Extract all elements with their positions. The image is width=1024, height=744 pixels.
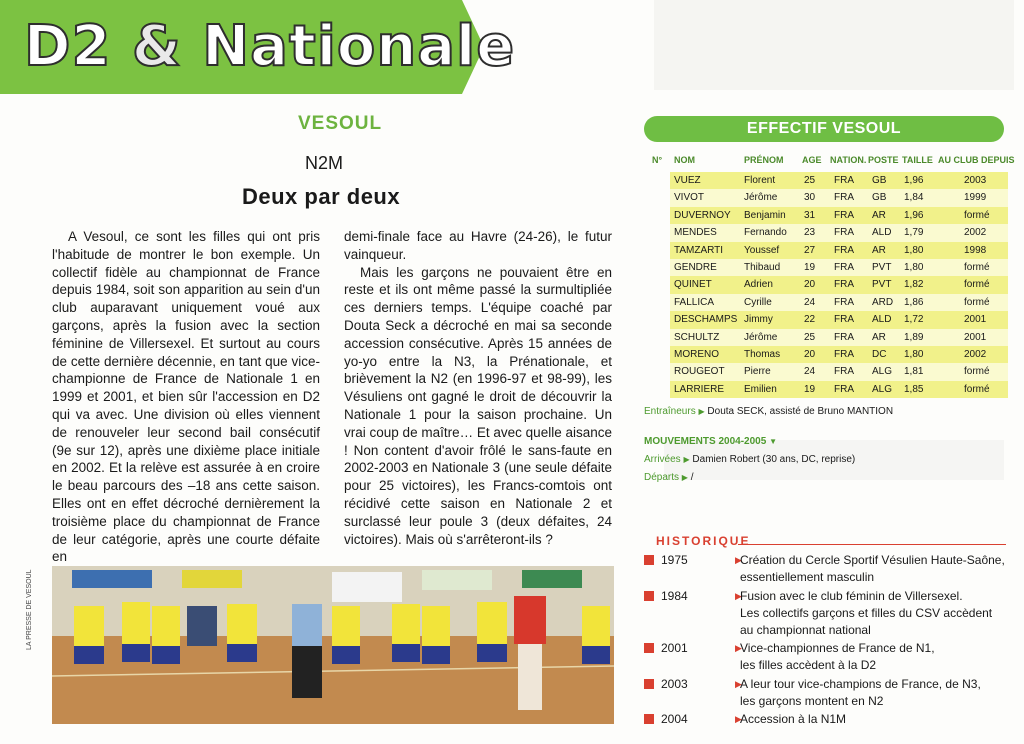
cell-taille: 1,80 xyxy=(904,349,924,360)
cell-nation: FRA xyxy=(834,227,854,239)
cell-nom: QUINET xyxy=(674,279,712,291)
col-header-age: AGE xyxy=(802,155,822,165)
historique-line: les filles accèdent à la D2 xyxy=(740,658,877,672)
square-bullet-icon xyxy=(644,643,654,653)
historique-line: les garçons montent en N2 xyxy=(740,694,884,708)
historique-text xyxy=(740,640,1010,674)
cell-club: formé xyxy=(964,209,990,221)
cell-nom: VIVOT xyxy=(674,192,705,204)
section-title xyxy=(24,8,515,86)
photo-credit: LA PRESSE DE VESOUL xyxy=(26,569,33,650)
table-row xyxy=(644,207,1008,224)
triangle-right-icon: ▶ xyxy=(735,643,742,653)
historique-line: Les collectifs garçons et filles du CSV accèdent xyxy=(740,606,993,620)
cell-nom: DUVERNOY xyxy=(674,209,731,221)
cell-age: 24 xyxy=(804,366,816,378)
historique-line: Création du Cercle Sportif Vésulien Haute-Saône, xyxy=(740,553,1005,567)
cell-nation: FRA xyxy=(834,244,854,256)
cell-poste: ARD xyxy=(872,296,894,308)
col-header-nom: NOM xyxy=(674,155,695,165)
cell-age: 27 xyxy=(804,244,816,256)
square-bullet-icon xyxy=(644,591,654,601)
table-row xyxy=(644,381,1008,398)
article-paragraph: A Vesoul, ce sont les filles qui ont pris l'habitude de montrer le bon exemple. Un collectif fidèle au championnat de France depuis 1984, soit son apparition au sein d'un club auparavant uniquement voué aux garçons, après la fusion avec la section féminine de Villersexel. Et surtout au cours de cette dernière décennie, en tant que vice-championne de France de Nationale 1 en 1999 et 2001, et bien sûr l'accession en D2 qui va avec. Une division où elles viennent de renouveler leur second bail consécutif (9e sur 12), après une dixième place initiale en 2002. Et la relève est assurée à en croire le beau parcours des –18 ans cette saison. Elles ont en effet décroché dernièrement la troisième place du championnat de France de leur catégorie, après une courte défaite en xyxy=(52,229,320,565)
cell-nation: FRA xyxy=(834,366,854,378)
cell-club: 1998 xyxy=(964,244,987,256)
table-row xyxy=(644,172,1008,189)
historique-year: 2004 xyxy=(661,712,688,726)
cell-prenom: Fernando xyxy=(744,227,787,239)
historique-text xyxy=(740,676,1010,710)
cell-poste: ALG xyxy=(872,383,893,395)
cell-prenom: Jérôme xyxy=(744,192,778,204)
cell-club: formé xyxy=(964,383,990,395)
historique-text xyxy=(740,588,1010,639)
departures-line xyxy=(644,472,694,483)
cell-age: 19 xyxy=(804,262,816,273)
cell-prenom: Cyrille xyxy=(744,296,772,308)
cell-age: 22 xyxy=(804,314,816,326)
square-bullet-icon xyxy=(644,679,654,689)
team-photo-illustration xyxy=(52,566,614,724)
title-ampersand: & xyxy=(131,14,182,79)
cell-prenom: Benjamin xyxy=(744,209,786,221)
cell-nom: MENDES xyxy=(674,227,717,239)
cell-age: 20 xyxy=(804,279,816,291)
cell-poste: ALG xyxy=(872,366,893,378)
table-row xyxy=(644,259,1008,276)
cell-taille: 1,80 xyxy=(904,244,924,256)
article-column-2 xyxy=(344,228,612,548)
departures-label: Départs xyxy=(644,472,680,483)
effectif-table xyxy=(644,172,1008,404)
cell-club: 2003 xyxy=(964,175,987,186)
historique-year: 2001 xyxy=(661,641,688,655)
table-row xyxy=(644,242,1008,259)
article-city: VESOUL xyxy=(298,113,383,134)
historique-line: essentiellement masculin xyxy=(740,570,875,584)
article-paragraph: Mais les garçons ne pouvaient être en reste et ils ont même passé la surmultipliée ces derniers temps. L'équipe coaché par Douta Seck a décroché en mai sa seconde accession consécutive. Après 15 années de yo-yo entre la N3, la Prénationale, et brièvement la N2 (en 1996-97 et 98-99), les Vésuliens ont gagné le droit de découvrir la Nationale 1 pour la saison prochaine. Un vrai coup de maître… Et avec quelle aisance ! Non content d'avoir frôlé le sans-faute en 2002-2003 en Nationale 3 (une seule défaite pour 25 victoires), les Francs-comtois ont récidivé cette saison en Nationale 2 et surclassé leur poule 3 (deux défaites, 24 victoires). Mais où s'arrêteront-ils ? xyxy=(344,264,612,547)
cell-poste: PVT xyxy=(872,262,892,273)
cell-age: 23 xyxy=(804,227,816,239)
cell-nation: FRA xyxy=(834,296,854,308)
cell-poste: AR xyxy=(872,209,886,221)
cell-prenom: Emilien xyxy=(744,383,777,395)
col-header-poste: POSTE xyxy=(868,155,899,165)
cell-taille: 1,82 xyxy=(904,279,924,291)
cell-prenom: Thibaud xyxy=(744,262,781,273)
cell-age: 31 xyxy=(804,209,816,221)
cell-nom: SCHULTZ xyxy=(674,331,720,343)
cell-nom: FALLICA xyxy=(674,296,715,308)
historique-text xyxy=(740,552,1010,586)
triangle-right-icon: ▶ xyxy=(735,591,742,601)
cell-club: formé xyxy=(964,296,990,308)
cell-nation: FRA xyxy=(834,349,854,360)
triangle-right-icon: ▶ xyxy=(735,714,742,724)
article-level: N2M xyxy=(305,153,344,173)
cell-taille: 1,86 xyxy=(904,296,924,308)
triangle-right-icon: ▶ xyxy=(735,679,742,689)
col-header-taille: TAILLE xyxy=(902,155,933,165)
cell-nom: TAMZARTI xyxy=(674,244,724,256)
cell-nation: FRA xyxy=(834,175,854,186)
cell-taille: 1,84 xyxy=(904,192,924,204)
cell-prenom: Florent xyxy=(744,175,776,186)
table-row xyxy=(644,346,1008,363)
effectif-column-headers xyxy=(644,151,1015,171)
triangle-right-icon: ▶ xyxy=(698,407,705,416)
triangle-down-icon: ▼ xyxy=(769,437,777,446)
coach-line xyxy=(644,406,893,417)
departures-value: / xyxy=(690,472,694,483)
cell-nom: VUEZ xyxy=(674,175,701,186)
cell-taille: 1,72 xyxy=(904,314,924,326)
cell-nation: FRA xyxy=(834,209,854,221)
team-photo xyxy=(52,566,614,724)
cell-club: formé xyxy=(964,366,990,378)
historique-line: Fusion avec le club féminin de Villersexel. xyxy=(740,589,963,603)
cell-nom: MORENO xyxy=(674,349,719,360)
cell-club: 2002 xyxy=(964,349,987,360)
cell-club: 2001 xyxy=(964,314,987,326)
cell-club: 2002 xyxy=(964,227,987,239)
triangle-right-icon: ▶ xyxy=(681,473,688,482)
coach-label: Entraîneurs xyxy=(644,406,696,417)
cell-nom: LARRIERE xyxy=(674,383,725,395)
historique-title: HISTORIQUE xyxy=(656,534,751,548)
historique-line: Vice-championnes de France de N1, xyxy=(740,641,935,655)
cell-poste: GB xyxy=(872,192,887,204)
triangle-right-icon: ▶ xyxy=(735,555,742,565)
triangle-right-icon: ▶ xyxy=(683,455,690,464)
moves-title-text: MOUVEMENTS 2004-2005 xyxy=(644,436,767,447)
article-headline: Deux par deux xyxy=(242,184,401,209)
arrivals-line xyxy=(644,454,855,465)
cell-poste: AR xyxy=(872,244,886,256)
cell-taille: 1,79 xyxy=(904,227,924,239)
cell-nation: FRA xyxy=(834,192,854,204)
cell-nation: FRA xyxy=(834,314,854,326)
cell-taille: 1,96 xyxy=(904,175,924,186)
table-row xyxy=(644,294,1008,311)
table-row xyxy=(644,329,1008,346)
cell-poste: AR xyxy=(872,331,886,343)
title-part1: D2 xyxy=(24,14,132,79)
cell-taille: 1,96 xyxy=(904,209,924,221)
cell-prenom: Youssef xyxy=(744,244,780,256)
col-header-prenom: PRÉNOM xyxy=(744,155,784,165)
arrivals-label: Arrivées xyxy=(644,454,681,465)
cell-taille: 1,89 xyxy=(904,331,924,343)
cell-nom: ROUGEOT xyxy=(674,366,725,378)
table-row xyxy=(644,224,1008,241)
cell-prenom: Jérôme xyxy=(744,331,778,343)
cell-age: 25 xyxy=(804,175,816,186)
cell-prenom: Thomas xyxy=(744,349,781,360)
title-part2: Nationale xyxy=(181,14,516,79)
moves-title xyxy=(644,436,777,447)
table-row xyxy=(644,276,1008,293)
cell-poste: DC xyxy=(872,349,887,360)
cell-age: 20 xyxy=(804,349,816,360)
cell-age: 30 xyxy=(804,192,816,204)
historique-text xyxy=(740,711,1010,728)
cell-poste: ALD xyxy=(872,227,892,239)
cell-club: 1999 xyxy=(964,192,987,204)
article-column-1 xyxy=(52,228,320,566)
historique-rule xyxy=(738,544,1006,545)
cell-poste: ALD xyxy=(872,314,892,326)
cell-age: 25 xyxy=(804,331,816,343)
cell-prenom: Jimmy xyxy=(744,314,773,326)
cell-prenom: Adrien xyxy=(744,279,773,291)
cell-club: formé xyxy=(964,279,990,291)
cell-age: 19 xyxy=(804,383,816,395)
col-header-nation: NATION. xyxy=(830,155,867,165)
cell-taille: 1,80 xyxy=(904,262,924,273)
cell-prenom: Pierre xyxy=(744,366,771,378)
historique-line: au championnat national xyxy=(740,623,871,637)
effectif-title: EFFECTIF VESOUL xyxy=(644,116,1004,142)
cell-taille: 1,85 xyxy=(904,383,924,395)
cell-taille: 1,81 xyxy=(904,366,924,378)
square-bullet-icon xyxy=(644,555,654,565)
cell-nom: DESCHAMPS xyxy=(674,314,738,326)
table-row xyxy=(644,189,1008,206)
cell-poste: PVT xyxy=(872,279,892,291)
cell-nom: GENDRE xyxy=(674,262,717,273)
cell-club: formé xyxy=(964,262,990,273)
col-header-club: AU CLUB DEPUIS xyxy=(938,155,1015,165)
table-row xyxy=(644,311,1008,328)
historique-year: 2003 xyxy=(661,677,688,691)
cell-nation: FRA xyxy=(834,279,854,291)
table-row xyxy=(644,363,1008,380)
arrivals-value: Damien Robert (30 ans, DC, reprise) xyxy=(692,454,856,465)
cell-nation: FRA xyxy=(834,383,854,395)
cell-nation: FRA xyxy=(834,331,854,343)
col-header-num: N° xyxy=(652,155,663,165)
historique-year: 1975 xyxy=(661,553,688,567)
cell-club: 2001 xyxy=(964,331,987,343)
coach-value: Douta SECK, assisté de Bruno MANTION xyxy=(707,406,894,417)
article-paragraph-continued: demi-finale face au Havre (24-26), le futur vainqueur. xyxy=(344,229,612,262)
historique-line: Accession à la N1M xyxy=(740,712,847,726)
cell-age: 24 xyxy=(804,296,816,308)
cell-nation: FRA xyxy=(834,262,854,273)
cell-poste: GB xyxy=(872,175,887,186)
historique-line: A leur tour vice-champions de France, de N3, xyxy=(740,677,981,691)
historique-year: 1984 xyxy=(661,589,688,603)
square-bullet-icon xyxy=(644,714,654,724)
